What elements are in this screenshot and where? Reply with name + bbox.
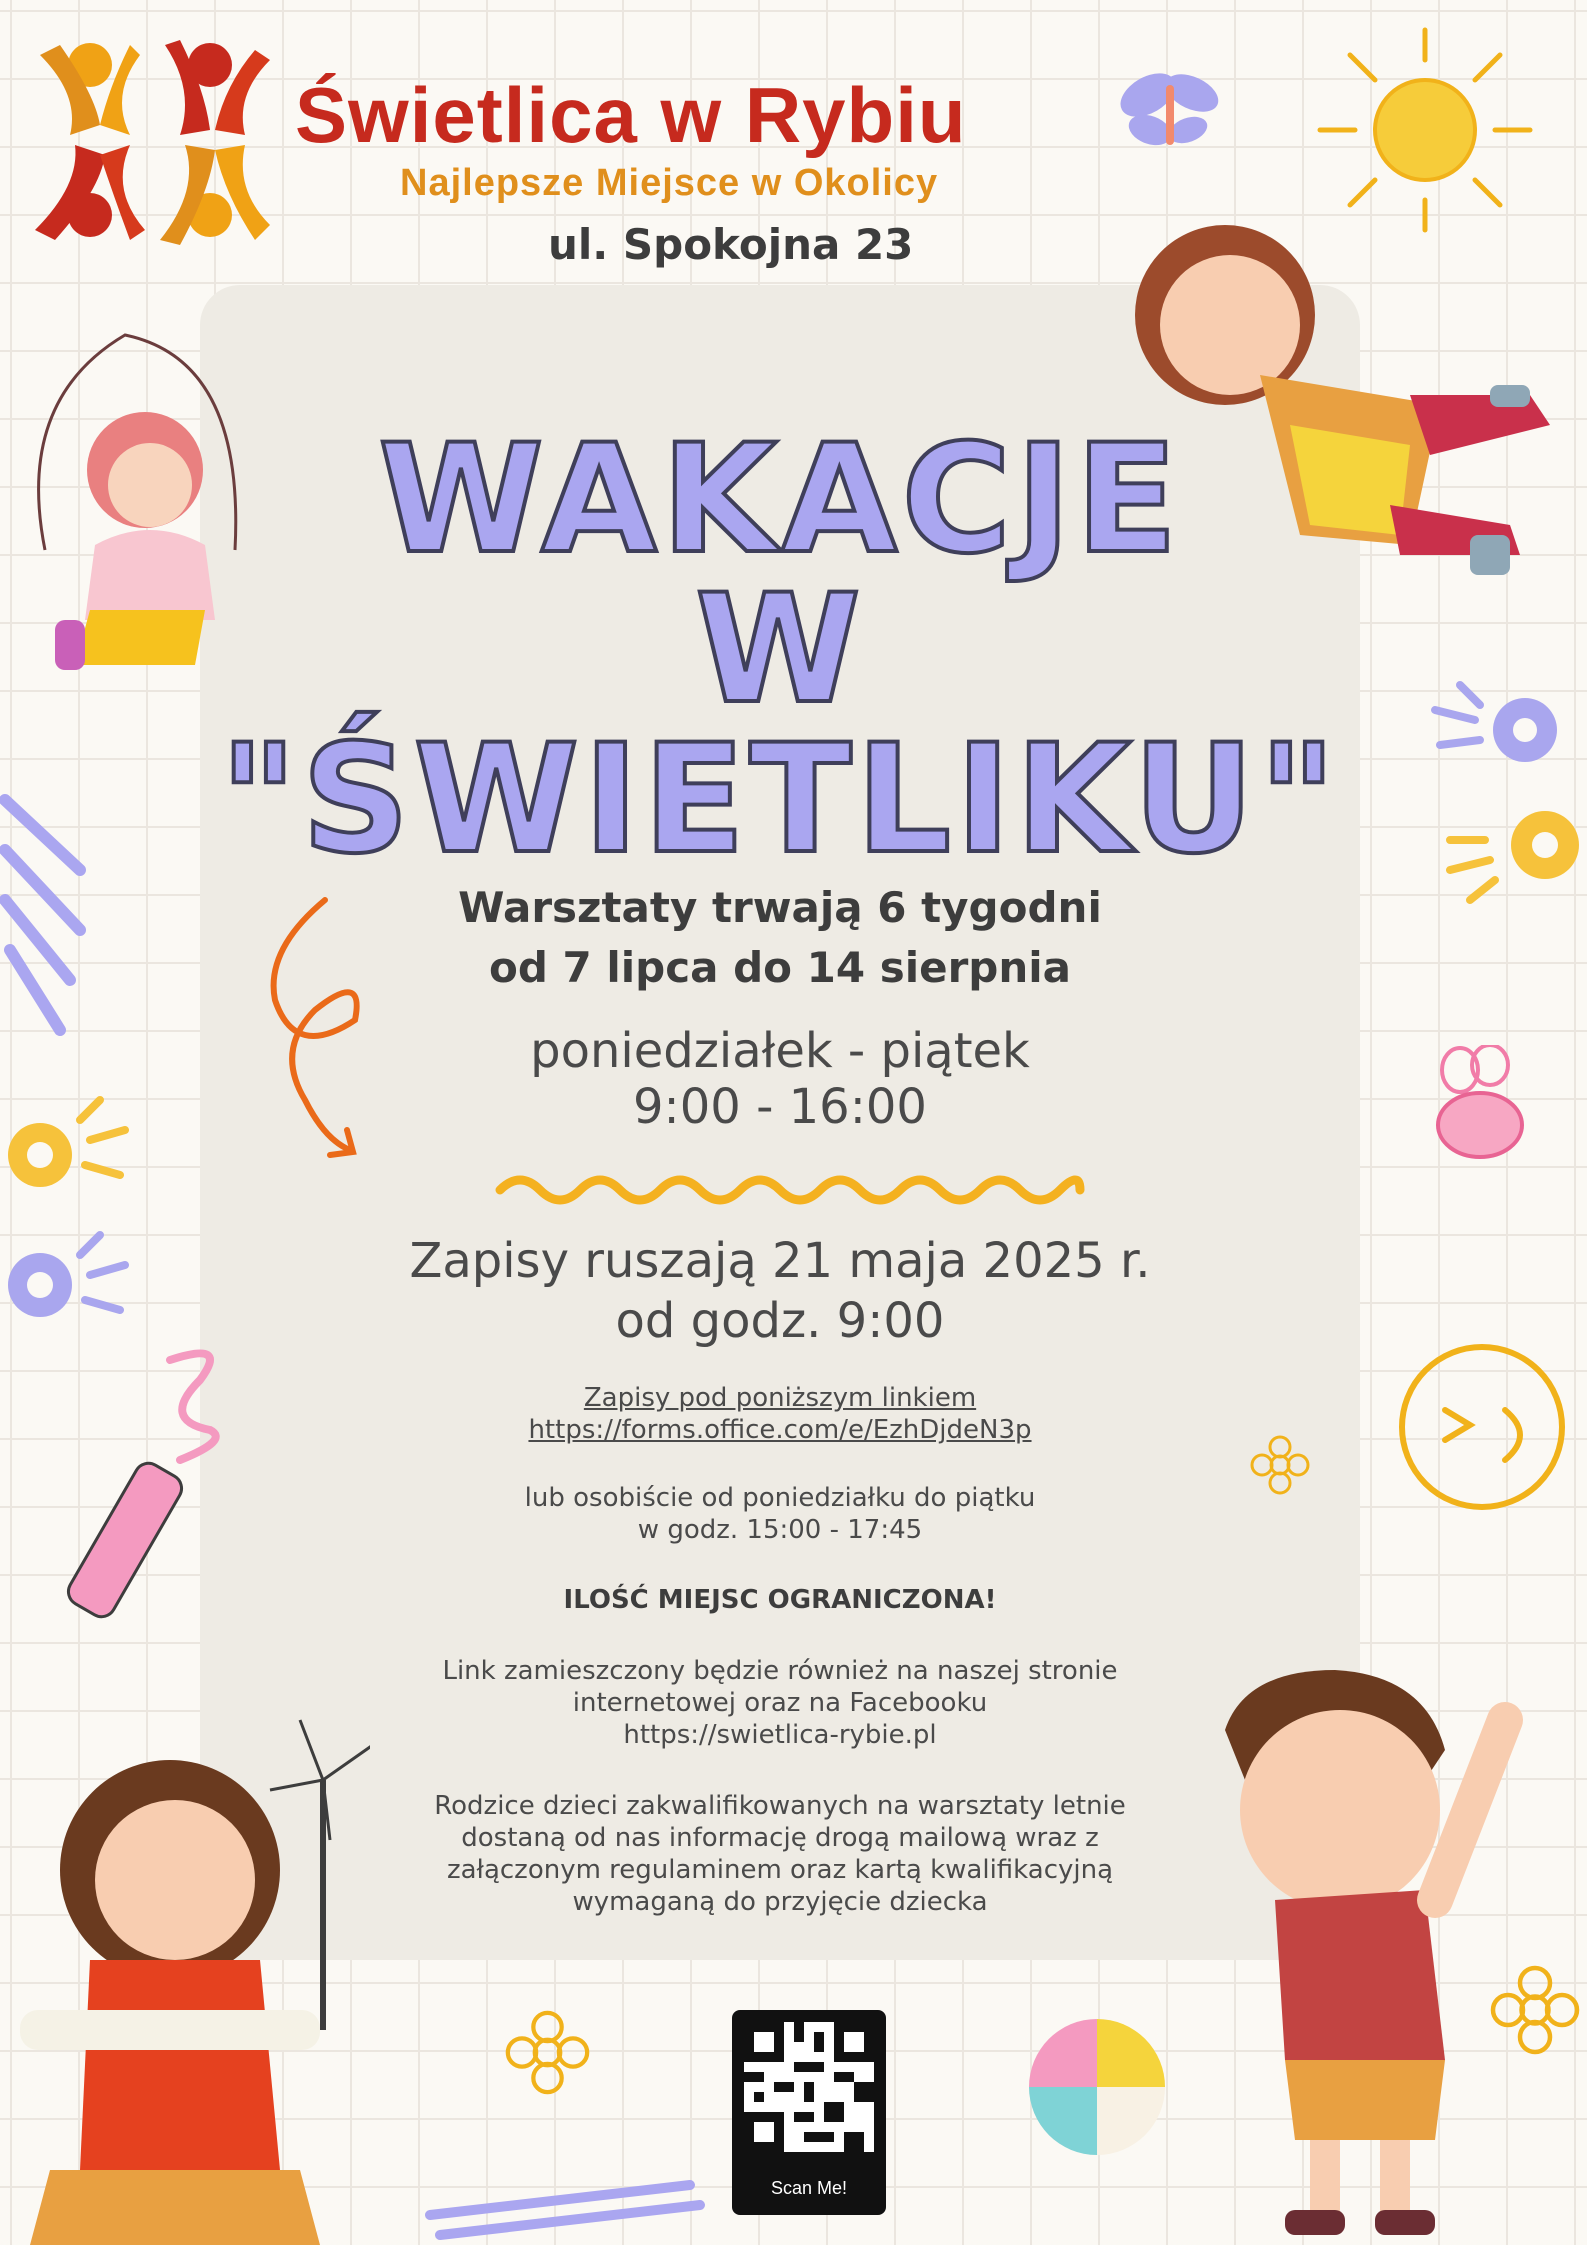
qr-code[interactable] (732, 2010, 886, 2215)
info-line-1: Link zamieszczony będzie również na naszej stronie (442, 1656, 1118, 1686)
highlighter-icon (30, 1330, 240, 1630)
in-person-hours: w godz. 15:00 - 17:45 (637, 1515, 923, 1545)
parents-line-1: Rodzice dzieci zakwalifikowanych na warsztaty letnie (434, 1791, 1126, 1821)
registration-start-time: od godz. 9:00 (615, 1293, 945, 1349)
parents-line-4: wymaganą do przyjęcie dziecka (572, 1887, 988, 1917)
center-address: ul. Spokojna 23 (548, 220, 914, 269)
workshop-days: poniedziałek - piątek (530, 1023, 1030, 1079)
headline-line-1: WAKACJE (378, 413, 1182, 587)
center-name: Świetlica w Rybiu (295, 71, 967, 159)
flying-girl-illustration (1110, 205, 1560, 600)
workshop-dates: od 7 lipca do 14 sierpnia (488, 943, 1071, 992)
smiley-doodle-icon (1395, 1340, 1570, 1515)
flower-outline-icon (1250, 1435, 1310, 1495)
boy-illustration (1205, 1660, 1535, 2245)
girl-jump-rope-illustration (15, 320, 265, 690)
registration-start: Zapisy ruszają 21 maja 2025 r. (409, 1233, 1151, 1289)
registration-link-label[interactable]: Zapisy pod poniższym linkiem (583, 1383, 977, 1413)
girl-pinwheel-illustration (0, 1700, 370, 2245)
registration-link[interactable]: https://forms.office.com/e/EzhDjdeN3p (528, 1415, 1032, 1445)
center-tagline: Najlepsze Miejsce w Okolicy (400, 162, 939, 204)
parents-line-2: dostaną od nas informację drogą mailową wraz z (461, 1823, 1099, 1853)
qr-label: Scan Me! (770, 2178, 848, 2198)
flower-outline-icon (505, 2010, 590, 2095)
flower-doodle-icon (1430, 790, 1587, 920)
flower-doodle-icon (1420, 670, 1580, 790)
flower-doodle-icon (0, 1080, 140, 1210)
limited-places: ILOŚĆ MIEJSC OGRANICZONA! (563, 1585, 997, 1615)
headline-line-2: W (695, 563, 865, 737)
qr-pattern-icon (744, 2022, 874, 2152)
wavy-divider-icon (495, 1165, 1085, 1215)
website-link[interactable]: https://swietlica-rybie.pl (623, 1720, 937, 1750)
workshop-hours: 9:00 - 16:00 (633, 1079, 927, 1135)
swirl-arrow-icon (255, 890, 375, 1170)
scribble-decoration-icon (0, 780, 95, 1040)
bee-icon (1430, 1045, 1540, 1165)
parents-line-3: załączonym regulaminem oraz kartą kwalifikacyjną (446, 1855, 1114, 1885)
in-person-days: lub osobiście od poniedziałku do piątku (524, 1483, 1036, 1513)
headline-line-3: "ŚWIETLIKU" (219, 713, 1341, 887)
flower-doodle-icon (0, 1215, 140, 1345)
beach-ball-icon (1025, 2015, 1170, 2160)
info-line-2: internetowej oraz na Facebooku (572, 1688, 988, 1718)
butterfly-icon (1110, 55, 1230, 165)
logo-icon (20, 15, 280, 265)
scribble-decoration-icon (420, 2165, 710, 2245)
workshop-duration: Warsztaty trwają 6 tygodni (458, 883, 1102, 932)
